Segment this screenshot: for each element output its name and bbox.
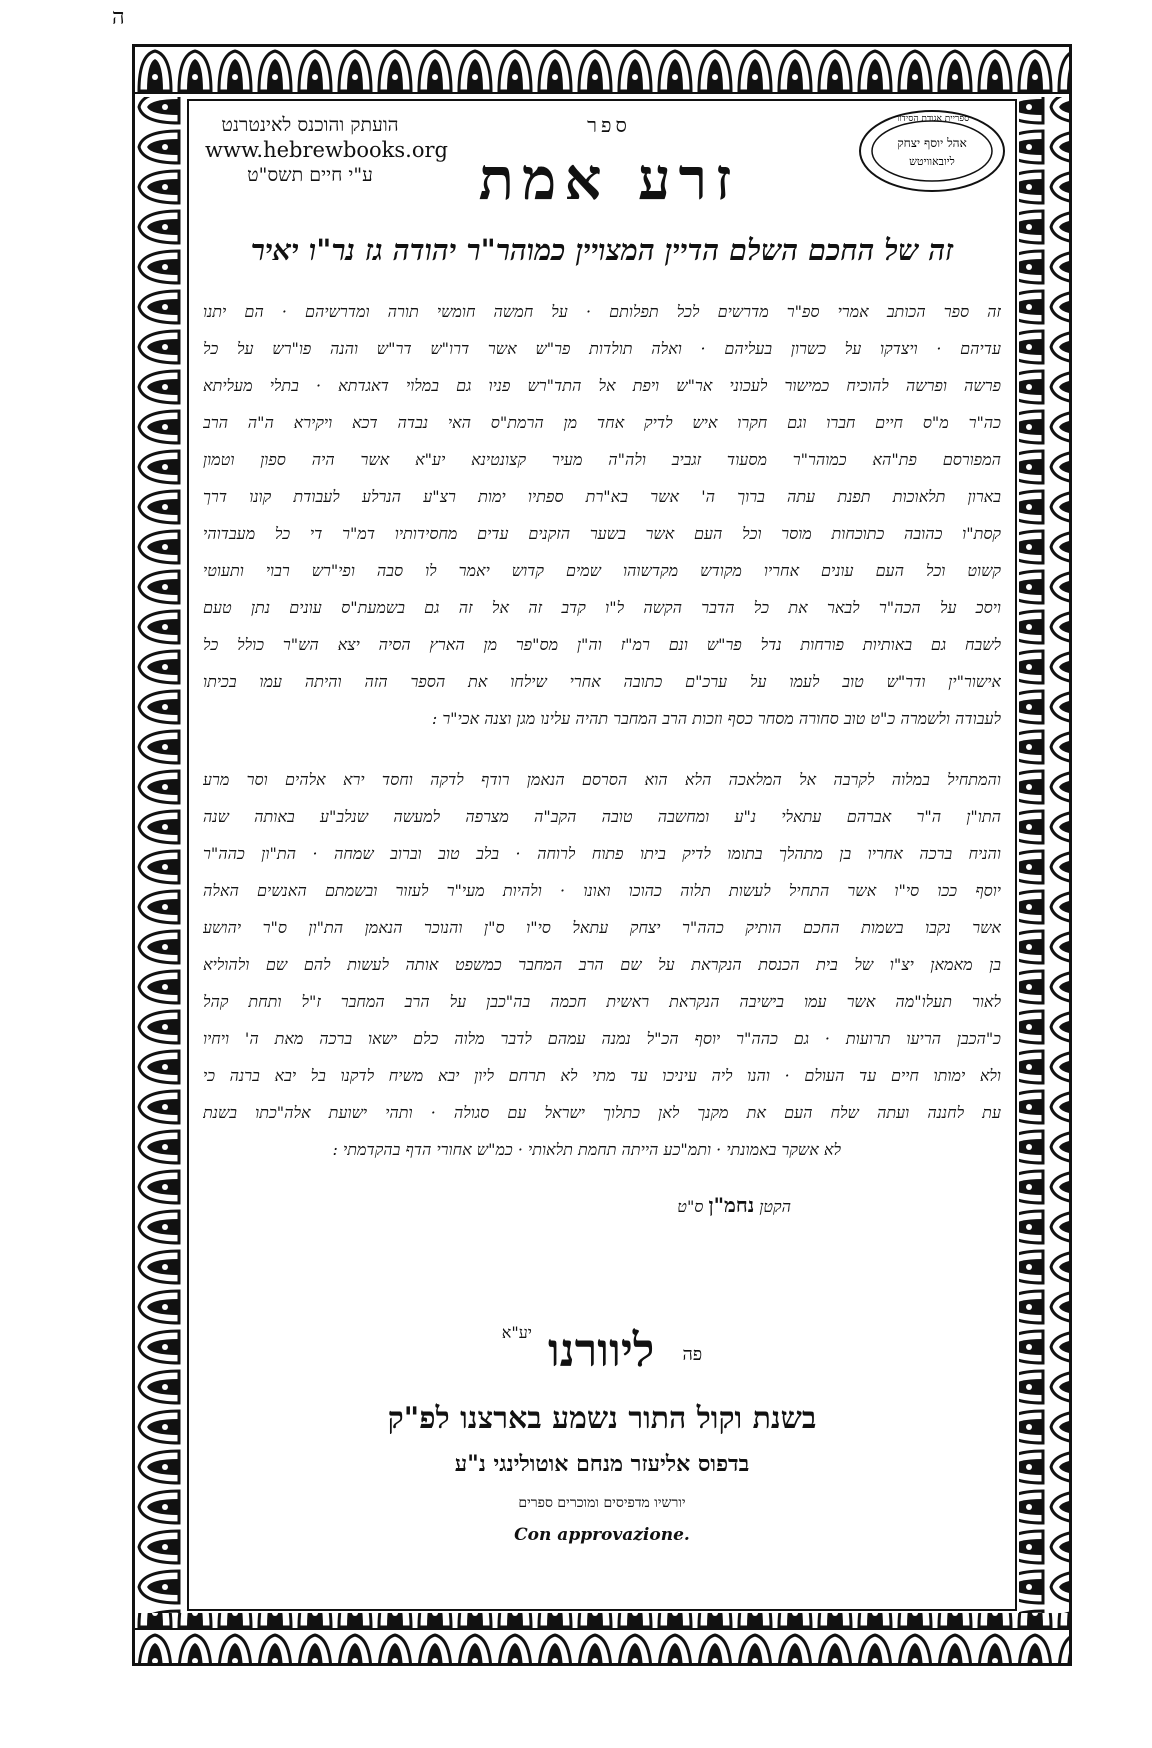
sefer-label: ספר xyxy=(587,113,631,137)
text-line: זה ספר הכותב אמרי ספ"ר מדרשים לכל תפלותם · על חמשה חומשי תורה ומדרשיהם · הם יתנו xyxy=(203,302,1001,321)
text-line: קסת"ו כהובה כתוכחות מוסר וכל העם אשר בשער הזקנים עדים מחסידותיו דמ"ר די כל מעבדוהי xyxy=(203,524,1001,543)
seal-ring-text: ספריית אגודת הסידור xyxy=(894,114,970,124)
text-line: ויסכ על הכה"ר לבאר את כל הדבר הקשה ל"ו קדב זה אל זה גם בשמעת"ס עונים נתן טעם xyxy=(203,598,1001,617)
intro-paragraph xyxy=(203,293,1001,737)
seal-icon xyxy=(857,107,1007,195)
hebrewbooks-stamp xyxy=(205,113,448,188)
page-number-mark: ה xyxy=(112,5,125,30)
text-line: והניח ברכה אחריו בן מתהלך בתומו לדיק ביתו פתוח לרוחה · בלב טוב וברוב שמחה · הת"ון כהה"ר xyxy=(203,844,1001,863)
text-line: קשוט וכל העם עונים אחריו מקודש מקדשוהו שמים קדוש יאמר לו סבה ופי"רש רבוי ותעוטי xyxy=(203,561,1001,580)
author-subtitle: זה של החכם השלם הדיין המצויין כמוהר"ר יהודה גז נר"ו יאיר xyxy=(250,233,954,267)
text-line: פרשה ופרשה להוכיח כמישור לעכוני אר"ש ויפת אל התד"רש פניו גם במלוי דאגדתא · בתלי מעליתא xyxy=(203,376,1001,395)
imprint-press: בדפוס אליעזר מנחם אוטולינגי נ"ע xyxy=(454,1451,750,1477)
signature-prefix: הקטן xyxy=(759,1197,791,1216)
text-line: כ"הכבן הריעו תרועות · גם כהה"ר יוסף הכ"ל נמנה עמהם לדבר מלוה כלם ישאו ברכה מאת ה' ויחיו xyxy=(203,1029,1001,1048)
text-line: יוסף ככו סי"ו אשר התחיל לעשות תלוה כהוכו ואונו · ולהיות מעי"ר לעזור ובשמתם האנשים האלה xyxy=(203,881,1001,900)
seal-line: ליובאוויטש xyxy=(909,155,955,168)
text-line: המפורסם פת"הא כמוהר"ר מסעוד זגביב ולה"ה מעיר קצונטינא יע"א אשר היה ספון וטמון xyxy=(203,450,1001,469)
publisher-paragraph xyxy=(203,761,1001,1168)
page-body xyxy=(187,99,1017,1611)
imprint-post: יע"א xyxy=(501,1323,532,1342)
signature-suffix: ס"ט xyxy=(677,1197,704,1216)
text-line: לאור תעלו"מה אשר עמו בישיבה הנקראת ראשית חכמה בה"כבן על הרב המחבר ז"ל ותחת קהל xyxy=(203,992,1001,1011)
text-line: לעבודה ולשמרה כ"ט טוב סחורה מסחר כסף וזכות הרב המחבר תהיה עלינו מגן וצנה אכי"ר : xyxy=(431,709,1001,728)
imprint-city xyxy=(189,1323,1015,1377)
library-seal xyxy=(857,107,1007,195)
text-line: עת לחננה ועתה שלח העם את מקנך לאן כתלוך ישראל עם סגולה · ותהי ישועת אלה"כתו בשנת xyxy=(203,1103,1001,1122)
signature-name: נחמ"ן xyxy=(708,1193,755,1217)
text-line: כה"ר מ"ס חיים חברו וגם חקרו איש לדיק אחד מן הרמת"ס האי נבדה דכא ויקירא ה"ה הרב xyxy=(203,413,1001,432)
stamp-line: הועתק והוכנס לאינטרנט xyxy=(221,114,399,136)
stamp-url: www.hebrewbooks.org xyxy=(205,138,448,162)
text-line: אישור"ין ודר"ש טוב לעמו על ערכ"ם כתובה אחרי שילחו את הספר הזה והיתה עמו בכיתו xyxy=(203,672,1001,691)
approval-note: Con approvazione. xyxy=(514,1525,690,1545)
text-line: ולא ימותו חיים עד העולם · והנו ליה עיניכו עד מתי לא תרחם ליון יבא משיח לדקנו בל יבא ברנה כי xyxy=(203,1066,1001,1085)
imprint-pre: פה xyxy=(682,1343,703,1365)
seal-line: אהל יוסף יצחק xyxy=(897,136,967,150)
imprint-year: בשנת וקול התור נשמע בארצנו לפ"ק xyxy=(387,1401,817,1436)
ornamental-frame xyxy=(132,44,1072,1666)
text-line: לשבח גם באותיות פורחות נדל פר"ש ונם רמ"ז וה"ן מס"פר מן הארץ הסיה יצא הש"ר כולל כל xyxy=(203,635,1001,654)
city-name: ליוורנו xyxy=(547,1323,655,1377)
text-line: והמתחיל במלוה לקרבה אל המלאכה הלא הוא הסרסם הנאמן רודף לדקה וחסד ירא אלהים וסר מרע xyxy=(203,770,1001,789)
text-line: בארון תלאוכות תפנת עתה ברוך ה' אשר בא"רת ספתיו ימות רצ"ע הנרלע לעבודת קונו דרך xyxy=(203,487,1001,506)
text-line: אשר נקבו בשמות החכם הותיק כהה"ר יצחק עתאל סי"ו ס"ן והנוכר הנאמן הת"ון ס"ר יהושע xyxy=(203,918,1001,937)
text-line: התו"ן ה"ר אברהם עתאלי נ"ע ומחשבה טובה הקב"ה מצרפה למעשה שנלב"ע באותה שנה xyxy=(203,807,1001,826)
signature xyxy=(203,1193,1001,1218)
text-line: לא אשקר באמונתי · ותמ"כע הייתה תחמת תלאותי · כמ"ש אחורי הדף בהקדמתי : xyxy=(332,1140,841,1159)
text-line: עדיהם · ויצדקו על כשרון בעליהם · ואלה תולדות פר"ש אשר דרו"ש דר"ש והנה פו"רש על כל xyxy=(203,339,1001,358)
text-line: בן מאמאן יצ"ו של בית הכנסת הנקראת על שם הרב המחבר כמשפט אותה לעשות להם שם ולהוליא xyxy=(203,955,1001,974)
book-title: זרע אמת xyxy=(478,145,740,213)
imprint-heirs: יורשיו מדפיסים ומוכרים ספרים xyxy=(518,1495,686,1511)
stamp-line: ע"י חיים תשס"ט xyxy=(247,164,373,186)
